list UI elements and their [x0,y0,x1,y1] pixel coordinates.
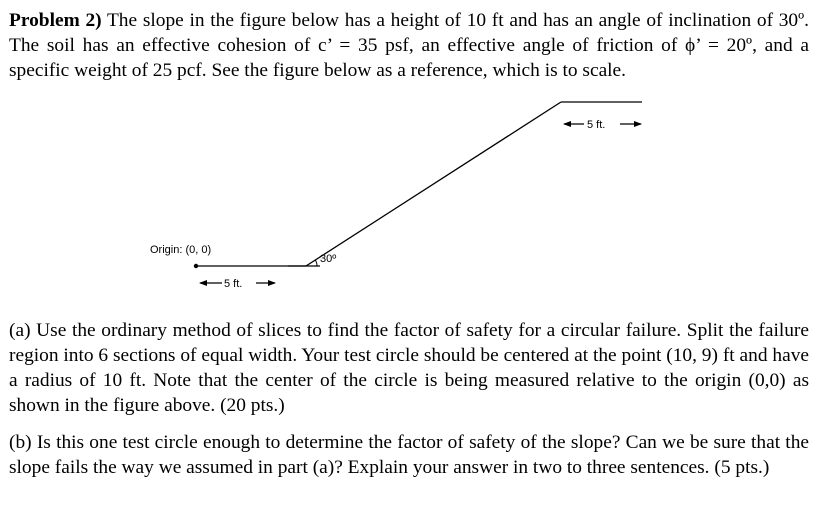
origin-point [194,264,198,268]
part-a-question: (a) Use the ordinary method of slices to find the factor of safety for a circular failure. Split the failure region into 6 sections of equal width. Your test circle should be centered at the point (10, 9) ft and have a radius of 10 ft. Note that the center of the circle is being measured relative to the origin (0,0) as shown in the figure above. (20 pts.) [9,320,809,416]
origin-label: Origin: (0, 0) [150,244,212,256]
bottom-width-label: 5 ft. [224,278,243,290]
slope-face-line [306,102,561,266]
angle-arc [315,260,317,266]
angle-label: 30º [320,253,337,265]
problem-label: Problem 2) [9,10,102,31]
part-b-question: (b) Is this one test circle enough to determine the factor of safety of the slope? Can we be sure that the slope fails the way we assumed in part (a)? Explain your answer in two to three sentences. (5 pts.) [9,432,809,478]
problem-intro-text: The slope in the figure below has a height of 10 ft and has an angle of inclination of 30º. The soil has an effective cohesion of c’ = 35 psf, an effective angle of friction of ϕ’ = 20º, and a specific weight of 25 pcf. See the figure below as a reference, which is to scale. [9,10,809,81]
top-width-label: 5 ft. [587,119,606,131]
